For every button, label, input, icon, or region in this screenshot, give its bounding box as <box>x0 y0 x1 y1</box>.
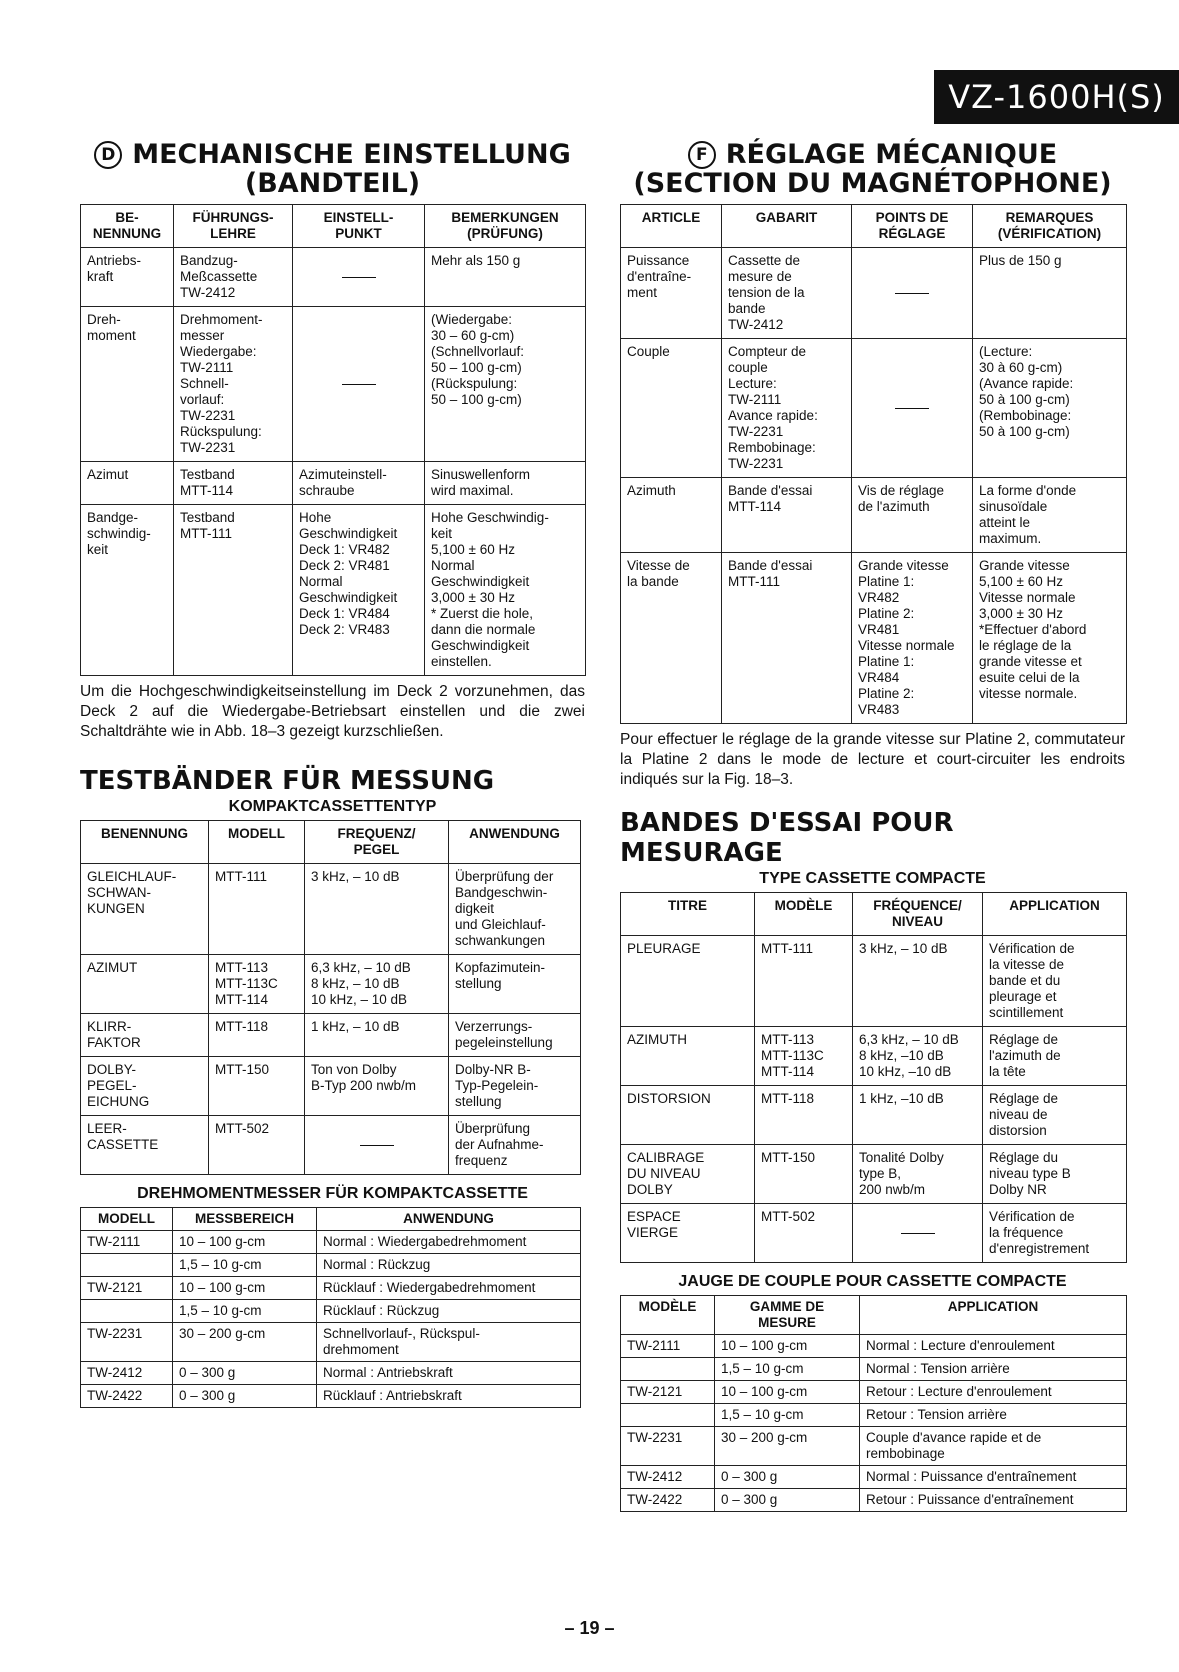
fr-torque-row <box>621 1335 1127 1358</box>
fr-torque-cell: Normal : Puissance d'entraînement <box>860 1466 1127 1489</box>
fr-test-cell: 6,3 kHz, – 10 dB 8 kHz, –10 dB 10 kHz, –10 dB <box>853 1027 983 1086</box>
de-mech-cell: Azimut <box>81 462 174 505</box>
fr-torque-cell: 30 – 200 g-cm <box>715 1427 860 1466</box>
de-torque-cell: 10 – 100 g-cm <box>173 1231 317 1254</box>
fr-mech-cell: Plus de 150 g <box>973 248 1127 339</box>
fr-mech-cell: Vitesse de la bande <box>621 553 722 724</box>
de-torque-row <box>81 1231 581 1254</box>
de-mech-cell: Drehmoment- messer Wiedergabe: TW-2111 Schnell- vorlauf: TW-2231 Rückspulung: TW-2231 <box>174 307 293 462</box>
de-mech-row <box>81 307 586 462</box>
fr-test-cell: Tonalité Dolby type B, 200 nwb/m <box>853 1145 983 1204</box>
fr-mech-cell: Compteur de couple Lecture: TW-2111 Avance rapide: TW-2231 Rembobinage: TW-2231 <box>722 339 852 478</box>
fr-mech-cell: Cassette de mesure de tension de la bande TW-2412 <box>722 248 852 339</box>
de-test-header-cell: BENENNUNG <box>81 821 209 864</box>
de-mech-cell: Hohe Geschwindigkeit Deck 1: VR482 Deck 2: VR481 Normal Geschwindigkeit Deck 1: VR484 Deck 2: VR483 <box>293 505 425 676</box>
de-torque-cell: 0 – 300 g <box>173 1385 317 1408</box>
fr-title-line1: RÉGLAGE MÉCANIQUE <box>725 139 1058 170</box>
de-mech-header-cell: FÜHRUNGS- LEHRE <box>174 205 293 248</box>
de-test-cell: Überprüfung der Bandgeschwin- digkeit und Gleichlauf- schwankungen <box>449 864 581 955</box>
dash-placeholder <box>901 1233 935 1234</box>
de-torque-cell: Normal : Rückzug <box>317 1254 581 1277</box>
fr-test-header-cell: TITRE <box>621 893 755 936</box>
de-test-subtitle: KOMPAKTCASSETTENTYP <box>228 798 437 815</box>
de-mech-cell: Antriebs- kraft <box>81 248 174 307</box>
de-mech-cell: Testband MTT-111 <box>174 505 293 676</box>
fr-test-cell: PLEURAGE <box>621 936 755 1027</box>
fr-section-letter: F <box>688 141 716 169</box>
fr-test-cell: MTT-118 <box>755 1086 853 1145</box>
fr-mech-cell <box>852 248 973 339</box>
fr-mech-cell: Puissance d'entraîne- ment <box>621 248 722 339</box>
fr-test-cell: 1 kHz, –10 dB <box>853 1086 983 1145</box>
de-test-cell: MTT-111 <box>209 864 305 955</box>
de-test-header-cell: ANWENDUNG <box>449 821 581 864</box>
fr-mech-cell <box>852 339 973 478</box>
fr-test-row <box>621 936 1127 1027</box>
de-mech-row <box>81 505 586 676</box>
de-mech-header-row <box>81 205 586 248</box>
de-test-cell: Ton von Dolby B-Typ 200 nwb/m <box>305 1057 449 1116</box>
fr-mech-header-row <box>621 205 1127 248</box>
fr-torque-cell: TW-2121 <box>621 1381 715 1404</box>
de-mech-header-cell: EINSTELL- PUNKT <box>293 205 425 248</box>
de-test-cell <box>305 1116 449 1175</box>
fr-torque-cell: TW-2422 <box>621 1489 715 1512</box>
fr-test-cell: DISTORSION <box>621 1086 755 1145</box>
de-mech-row <box>81 248 586 307</box>
fr-torque-cell: 0 – 300 g <box>715 1489 860 1512</box>
fr-torque-cell: Normal : Tension arrière <box>860 1358 1127 1381</box>
de-torque-cell: 1,5 – 10 g-cm <box>173 1254 317 1277</box>
fr-mech-cell: Vis de réglage de l'azimuth <box>852 478 973 553</box>
de-torque-row <box>81 1362 581 1385</box>
fr-torque-header-cell: MODÈLE <box>621 1296 715 1335</box>
de-section-letter: D <box>94 141 122 169</box>
de-torque-cell: Rücklauf : Wiedergabedrehmoment <box>317 1277 581 1300</box>
de-test-cell: MTT-118 <box>209 1014 305 1057</box>
de-mech-cell: Azimuteinstell- schraube <box>293 462 425 505</box>
de-test-cell: MTT-150 <box>209 1057 305 1116</box>
fr-mech-row <box>621 553 1127 724</box>
fr-torque-table <box>620 1295 1127 1512</box>
fr-torque-cell: Retour : Tension arrière <box>860 1404 1127 1427</box>
de-test-row <box>81 1014 581 1057</box>
de-test-cell: Verzerrungs- pegeleinstellung <box>449 1014 581 1057</box>
fr-torque-cell: 10 – 100 g-cm <box>715 1381 860 1404</box>
de-test-row <box>81 955 581 1014</box>
fr-mech-header-cell: REMARQUES (VÉRIFICATION) <box>973 205 1127 248</box>
fr-torque-cell: TW-2231 <box>621 1427 715 1466</box>
fr-note: Pour effectuer le réglage de la grande vitesse sur Platine 2, commutateur la Platine 2 dans le mode de lecture et court-circuiter les endroits indiqués sur la Fig. 18–3. <box>620 731 1125 788</box>
fr-test-cell: 3 kHz, – 10 dB <box>853 936 983 1027</box>
de-mech-cell: Hohe Geschwindig- keit 5,100 ± 60 Hz Normal Geschwindigkeit 3,000 ± 30 Hz * Zuerst die hole, dann die normale Geschwindigkeit einstellen. <box>425 505 586 676</box>
de-torque-cell: TW-2231 <box>81 1323 173 1362</box>
fr-test-row <box>621 1145 1127 1204</box>
de-test-cell: MTT-502 <box>209 1116 305 1175</box>
de-torque-cell: 10 – 100 g-cm <box>173 1277 317 1300</box>
de-torque-cell: Rücklauf : Rückzug <box>317 1300 581 1323</box>
fr-torque-header-cell: GAMME DE MESURE <box>715 1296 860 1335</box>
fr-mech-header-cell: POINTS DE RÉGLAGE <box>852 205 973 248</box>
fr-torque-cell: 1,5 – 10 g-cm <box>715 1358 860 1381</box>
de-torque-header-cell: MODELL <box>81 1208 173 1231</box>
de-test-cell: DOLBY- PEGEL- EICHUNG <box>81 1057 209 1116</box>
de-test-header-row <box>81 821 581 864</box>
de-torque-cell: 30 – 200 g-cm <box>173 1323 317 1362</box>
de-mech-cell <box>293 307 425 462</box>
de-test-title: TESTBÄNDER FÜR MESSUNG <box>80 766 495 796</box>
fr-test-row <box>621 1086 1127 1145</box>
de-torque-cell: 0 – 300 g <box>173 1362 317 1385</box>
de-torque-cell: Schnellvorlauf-, Rückspul- drehmoment <box>317 1323 581 1362</box>
fr-mech-cell: Grande vitesse 5,100 ± 60 Hz Vitesse normale 3,000 ± 30 Hz *Effectuer d'abord le réglage de la grande vitesse et esuite celui de la vitesse normale. <box>973 553 1127 724</box>
de-test-cell: 1 kHz, – 10 dB <box>305 1014 449 1057</box>
de-torque-row <box>81 1323 581 1362</box>
fr-torque-cell: Retour : Lecture d'enroulement <box>860 1381 1127 1404</box>
fr-torque-cell: Normal : Lecture d'enroulement <box>860 1335 1127 1358</box>
fr-torque-row <box>621 1404 1127 1427</box>
de-test-cell: 6,3 kHz, – 10 dB 8 kHz, – 10 dB 10 kHz, – 10 dB <box>305 955 449 1014</box>
de-test-row <box>81 1116 581 1175</box>
dash-placeholder <box>342 384 376 385</box>
fr-test-subtitle: TYPE CASSETTE COMPACTE <box>759 870 986 887</box>
fr-test-title: BANDES D'ESSAI POUR MESURAGE <box>620 808 954 868</box>
fr-torque-cell: TW-2412 <box>621 1466 715 1489</box>
fr-test-cell: Réglage de niveau de distorsion <box>983 1086 1127 1145</box>
fr-mech-row <box>621 478 1127 553</box>
fr-test-cell: CALIBRAGE DU NIVEAU DOLBY <box>621 1145 755 1204</box>
fr-test-cell: Vérification de la fréquence d'enregistrement <box>983 1204 1127 1263</box>
fr-torque-header-cell: APPLICATION <box>860 1296 1127 1335</box>
de-mech-header-cell: BE- NENNUNG <box>81 205 174 248</box>
french-column <box>620 140 1125 1512</box>
fr-torque-cell: 10 – 100 g-cm <box>715 1335 860 1358</box>
de-torque-cell: TW-2412 <box>81 1362 173 1385</box>
fr-mech-cell: Bande d'essai MTT-114 <box>722 478 852 553</box>
de-test-cell: Dolby-NR B- Typ-Pegelein- stellung <box>449 1057 581 1116</box>
de-test-cell: AZIMUT <box>81 955 209 1014</box>
fr-test-header-row <box>621 893 1127 936</box>
de-test-row <box>81 1057 581 1116</box>
de-test-cell: KLIRR- FAKTOR <box>81 1014 209 1057</box>
de-torque-cell: Normal : Antriebskraft <box>317 1362 581 1385</box>
de-torque-header-cell: MESSBEREICH <box>173 1208 317 1231</box>
fr-torque-row <box>621 1489 1127 1512</box>
de-test-cell: Überprüfung der Aufnahme- frequenz <box>449 1116 581 1175</box>
fr-torque-cell: Couple d'avance rapide et de rembobinage <box>860 1427 1127 1466</box>
fr-test-cell: AZIMUTH <box>621 1027 755 1086</box>
de-test-cell: 3 kHz, – 10 dB <box>305 864 449 955</box>
fr-mech-cell: La forme d'onde sinusoïdale atteint le maximum. <box>973 478 1127 553</box>
fr-mech-header-cell: ARTICLE <box>621 205 722 248</box>
de-test-cell: LEER- CASSETTE <box>81 1116 209 1175</box>
fr-test-header-cell: APPLICATION <box>983 893 1127 936</box>
fr-mech-cell: Azimuth <box>621 478 722 553</box>
fr-mech-cell: (Lecture: 30 à 60 g-cm) (Avance rapide: 50 à 100 g-cm) (Rembobinage: 50 à 100 g-cm) <box>973 339 1127 478</box>
model-badge: VZ-1600H(S) <box>934 70 1179 124</box>
de-mech-cell: Bandge- schwindig- keit <box>81 505 174 676</box>
fr-test-cell: ESPACE VIERGE <box>621 1204 755 1263</box>
de-mech-row <box>81 462 586 505</box>
fr-torque-title: JAUGE DE COUPLE POUR CASSETTE COMPACTE <box>678 1273 1067 1290</box>
de-mech-header-cell: BEMERKUNGEN (PRÜFUNG) <box>425 205 586 248</box>
fr-test-header-cell: MODÈLE <box>755 893 853 936</box>
de-torque-cell: 1,5 – 10 g-cm <box>173 1300 317 1323</box>
de-mech-table <box>80 204 586 676</box>
german-column <box>80 140 585 1408</box>
fr-section-title <box>620 140 1125 198</box>
fr-torque-row <box>621 1358 1127 1381</box>
fr-torque-cell: TW-2111 <box>621 1335 715 1358</box>
de-mech-cell: Mehr als 150 g <box>425 248 586 307</box>
fr-test-cell: MTT-113 MTT-113C MTT-114 <box>755 1027 853 1086</box>
de-note: Um die Hochgeschwindigkeitseinstellung im Deck 2 vorzunehmen, das Deck 2 auf die Wiedergabe-Betriebsart einstellen und die zwei Schaltdrähte wie in Abb. 18–3 gezeigt kurzschließen. <box>80 683 585 740</box>
fr-torque-row <box>621 1466 1127 1489</box>
de-torque-table <box>80 1207 581 1408</box>
de-torque-header-cell: ANWENDUNG <box>317 1208 581 1231</box>
fr-mech-row <box>621 339 1127 478</box>
fr-torque-row <box>621 1381 1127 1404</box>
fr-test-cell: MTT-111 <box>755 936 853 1027</box>
de-torque-row <box>81 1277 581 1300</box>
fr-test-header-cell: FRÉQUENCE/ NIVEAU <box>853 893 983 936</box>
fr-test-cell: Réglage de l'azimuth de la tête <box>983 1027 1127 1086</box>
fr-torque-cell: 0 – 300 g <box>715 1466 860 1489</box>
fr-test-cell: Vérification de la vitesse de bande et du pleurage et scintillement <box>983 936 1127 1027</box>
fr-torque-header-row <box>621 1296 1127 1335</box>
fr-title-line2: (SECTION DU MAGNÉTOPHONE) <box>633 168 1112 199</box>
de-mech-cell: Bandzug- Meßcassette TW-2412 <box>174 248 293 307</box>
de-title-line1: MECHANISCHE EINSTELLUNG <box>132 139 571 170</box>
fr-torque-cell <box>621 1358 715 1381</box>
de-torque-title: DREHMOMENTMESSER FÜR KOMPAKTCASSETTE <box>137 1185 528 1202</box>
de-torque-cell: TW-2111 <box>81 1231 173 1254</box>
fr-torque-row <box>621 1427 1127 1466</box>
dash-placeholder <box>342 277 376 278</box>
de-torque-cell: TW-2121 <box>81 1277 173 1300</box>
de-test-cell: Kopfazimutein- stellung <box>449 955 581 1014</box>
de-test-cell: GLEICHLAUF- SCHWAN- KUNGEN <box>81 864 209 955</box>
fr-mech-header-cell: GABARIT <box>722 205 852 248</box>
fr-torque-cell: 1,5 – 10 g-cm <box>715 1404 860 1427</box>
de-mech-cell: Dreh- moment <box>81 307 174 462</box>
fr-test-cell <box>853 1204 983 1263</box>
de-torque-cell <box>81 1254 173 1277</box>
de-test-table <box>80 820 581 1175</box>
fr-test-cell: MTT-502 <box>755 1204 853 1263</box>
de-torque-row <box>81 1254 581 1277</box>
de-torque-row <box>81 1385 581 1408</box>
de-mech-cell: Sinuswellenform wird maximal. <box>425 462 586 505</box>
de-test-header-cell: MODELL <box>209 821 305 864</box>
fr-mech-cell: Couple <box>621 339 722 478</box>
de-mech-cell: Testband MTT-114 <box>174 462 293 505</box>
fr-test-table <box>620 892 1127 1263</box>
fr-mech-cell: Bande d'essai MTT-111 <box>722 553 852 724</box>
dash-placeholder <box>895 293 929 294</box>
de-torque-cell: Rücklauf : Antriebskraft <box>317 1385 581 1408</box>
fr-torque-cell: Retour : Puissance d'entraînement <box>860 1489 1127 1512</box>
de-torque-cell: TW-2422 <box>81 1385 173 1408</box>
fr-torque-cell <box>621 1404 715 1427</box>
de-test-row <box>81 864 581 955</box>
fr-test-cell: Réglage du niveau type B Dolby NR <box>983 1145 1127 1204</box>
page-number: – 19 – <box>564 1618 615 1638</box>
de-mech-cell: (Wiedergabe: 30 – 60 g-cm) (Schnellvorlauf: 50 – 100 g-cm) (Rückspulung: 50 – 100 g-cm) <box>425 307 586 462</box>
de-torque-header-row <box>81 1208 581 1231</box>
dash-placeholder <box>360 1145 394 1146</box>
de-torque-cell <box>81 1300 173 1323</box>
de-section-title <box>80 140 585 198</box>
de-test-cell: MTT-113 MTT-113C MTT-114 <box>209 955 305 1014</box>
dash-placeholder <box>895 408 929 409</box>
fr-mech-cell: Grande vitesse Platine 1: VR482 Platine 2: VR481 Vitesse normale Platine 1: VR484 Platine 2: VR483 <box>852 553 973 724</box>
fr-mech-row <box>621 248 1127 339</box>
fr-test-cell: MTT-150 <box>755 1145 853 1204</box>
de-torque-row <box>81 1300 581 1323</box>
de-mech-cell <box>293 248 425 307</box>
fr-test-row <box>621 1027 1127 1086</box>
fr-test-row <box>621 1204 1127 1263</box>
de-test-header-cell: FREQUENZ/ PEGEL <box>305 821 449 864</box>
fr-mech-table <box>620 204 1127 724</box>
de-title-line2: (BANDTEIL) <box>244 168 421 199</box>
de-torque-cell: Normal : Wiedergabedrehmoment <box>317 1231 581 1254</box>
